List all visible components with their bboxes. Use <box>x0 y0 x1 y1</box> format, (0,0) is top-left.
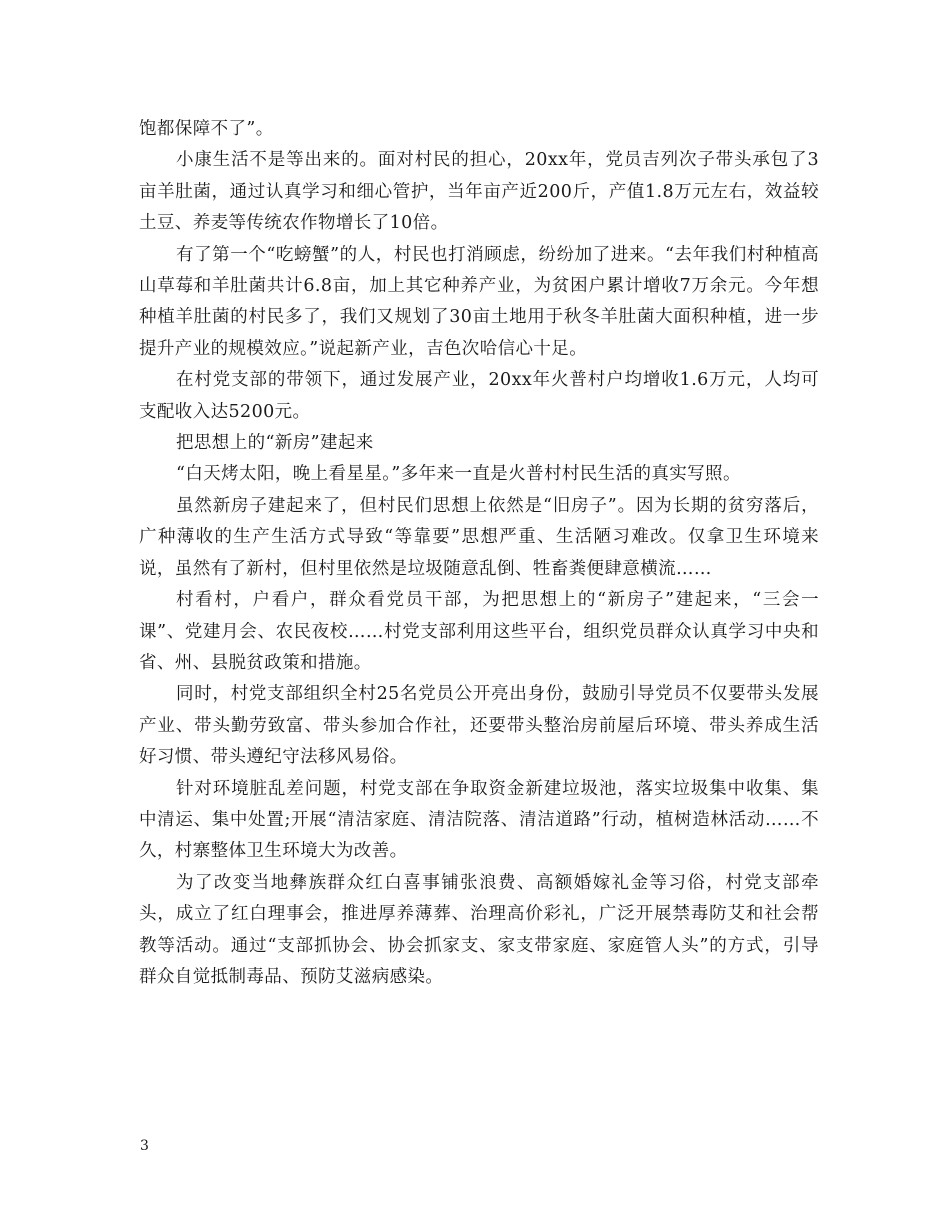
paragraph: “白天烤太阳，晚上看星星。”多年来一直是火普村村民生活的真实写照。 <box>176 464 741 485</box>
paragraph: 小康生活不是等出来的。面对村民的担心，20xx年，党员吉列次子带头承包了3亩羊肚菌，通过认真学习和细心管护，当年亩产近200斤，产值1.8万元左右，效益较土豆、养麦等传统农作物增长了10倍。 <box>139 150 819 234</box>
page-number: 3 <box>140 1138 149 1154</box>
paragraph-continuation: 饱都保障不了”。 <box>139 119 274 139</box>
paragraph: 在村党支部的带领下，通过发展产业，20xx年火普村户均增收1.6万元，人均可支配收入达5200元。 <box>139 370 819 422</box>
paragraph: 针对环境脏乱差问题，村党支部在争取资金新建垃圾池，落实垃圾集中收集、集中清运、集中处置;开展“清洁家庭、清洁院落、清洁道路”行动，植树造林活动……不久，村寨整体卫生环境大为改善。 <box>139 778 819 862</box>
section-heading: 把思想上的“新房”建起来 <box>176 433 374 454</box>
document-body <box>139 114 819 993</box>
paragraph: 为了改变当地彝族群众红白喜事铺张浪费、高额婚嫁礼金等习俗，村党支部牵头，成立了红白理事会，推进厚养薄葬、治理高价彩礼，广泛开展禁毒防艾和社会帮教等活动。通过“支部抓协会、协会抓家支、家支带家庭、家庭管人头”的方式，引导群众自觉抵制毒品、预防艾滋病感染。 <box>139 872 819 987</box>
paragraph: 同时，村党支部组织全村25名党员公开亮出身份，鼓励引导党员不仅要带头发展产业、带头勤劳致富、带头参加合作社，还要带头整治房前屋后环境、带头养成生活好习惯、带头遵纪守法移风易俗。 <box>139 684 819 768</box>
paragraph: 虽然新房子建起来了，但村民们思想上依然是“旧房子”。因为长期的贫穷落后，广种薄收的生产生活方式导致“等靠要”思想严重、生活陋习难改。仅拿卫生环境来说，虽然有了新村，但村里依然是垃圾随意乱倒、牲畜粪便肆意横流…… <box>139 495 819 579</box>
paragraph: 有了第一个“吃螃蟹”的人，村民也打消顾虑，纷纷加了进来。“去年我们村种植高山草莓和羊肚菌共计6.8亩，加上其它种养产业，为贫困户累计增收7万余元。今年想种植羊肚菌的村民多了，我们又规划了30亩土地用于秋冬羊肚菌大面积种植，进一步提升产业的规模效应。”说起新产业，吉色次哈信心十足。 <box>139 244 819 359</box>
paragraph: 村看村，户看户，群众看党员干部，为把思想上的“新房子”建起来，“三会一课”、党建月会、农民夜校……村党支部利用这些平台，组织党员群众认真学习中央和省、州、县脱贫政策和措施。 <box>139 590 819 673</box>
